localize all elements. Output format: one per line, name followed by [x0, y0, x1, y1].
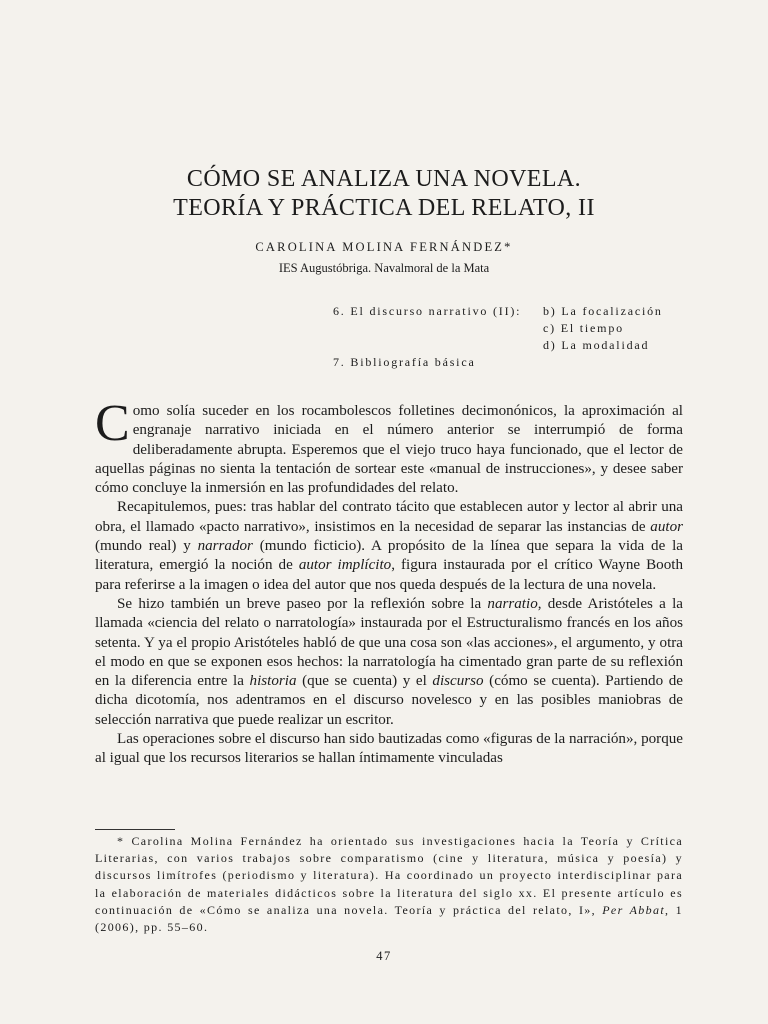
toc-item-6-sub	[333, 320, 663, 337]
term-narrador: narrador	[197, 538, 253, 555]
article-body	[95, 395, 684, 769]
footnote-divider	[95, 829, 175, 830]
drop-cap: C	[95, 395, 130, 452]
page-number: 47	[376, 949, 392, 963]
toc-subitem: b) La focalización	[543, 304, 663, 318]
author-affiliation: IES Augustóbriga. Navalmoral de la Mata	[278, 261, 490, 275]
footnote-text: * Carolina Molina Fernández ha orientado sus investigaciones hacia la Teoría y Crítica Literarias, con varios trabajos sobre comparatismo (cine y literatura, música y poesía) y discursos limítrofes (periodismo y literatura). Ha coordinado un proyecto interdisciplinar para la elaboración de materiales didácticos sobre la literatura del siglo xx. El presente artículo es continuación de «Cómo se analiza una novela. Teoría y práctica del relato, I», Per Abbat, 1 (2006), pp. 55–60.	[95, 834, 683, 935]
paragraph: Las operaciones sobre el discurso han sido bautizadas como «figuras de la narración», porque al igual que los recursos literarios se hallan íntimamente vinculadas	[95, 731, 683, 767]
article-title	[0, 165, 768, 223]
toc-item-6-sub	[333, 337, 663, 354]
term-narratio: narratio	[487, 595, 538, 612]
footnote	[95, 833, 683, 936]
toc-item-6	[333, 303, 663, 320]
term-autor-implicito: autor implícito	[298, 557, 392, 574]
author-name: CAROLINA MOLINA FERNÁNDEZ*	[255, 240, 513, 254]
journal-title: Per Abbat	[602, 902, 666, 917]
toc-item-6-label: 6. El discurso narrativo (II):	[333, 304, 522, 318]
title-line-1: CÓMO SE ANALIZA UNA NOVELA.	[186, 166, 582, 192]
paragraph: Se hizo también un breve paseo por la reflexión sobre la narratio, desde Aristóteles a la llamada «ciencia del relato o narratología» instaurada por el Estructuralismo francés en los años setenta. Y ya el propio Aristóteles habló de que una cosa son «las acciones», el argumento, y otra el modo en que se exponen esos hechos: la narratología ha cimentado gran parte de su reflexión en la diferencia entre la historia (que se cuenta) y el discurso (cómo se cuenta). Partiendo de dicha dicotomía, nos adentramos en el discurso novelesco y en las posibles maniobras de selección narrativa que puede realizar un escritor.	[95, 595, 684, 728]
term-historia: historia	[249, 673, 297, 690]
toc-subitem: d) La modalidad	[543, 338, 650, 352]
paragraph: Como solía suceder en los rocambolescos folletines decimonónicos, la aproximación al engranaje narrativo iniciada en el número anterior se interrumpió de forma deliberadamente abrupta. Esperemos que el viejo truco haya funcionado, que el lector de aquellas páginas no sienta la tentación de sortear este «manual de instrucciones», y desee saber cómo concluye la inmersión en las profundidades del relato.	[95, 395, 683, 497]
toc-item-7	[333, 354, 663, 371]
paragraph: Recapitulemos, pues: tras hablar del contrato tácito que establecen autor y lector al abrir una obra, el llamado «pacto narrativo», insistimos en la necesidad de separar las instancias de autor (mundo real) y narrador (mundo ficticio). A propósito de la línea que separa la vida de la literatura, emergió la noción de autor implícito, figura instaurada por el crítico Wayne Booth para referirse a la imagen o idea del autor que nos queda después de la lectura de una novela.	[95, 499, 684, 593]
term-discurso: discurso	[432, 673, 484, 690]
title-line-2: TEORÍA Y PRÁCTICA DEL RELATO, II	[173, 195, 595, 221]
toc-item-7-label: 7. Bibliografía básica	[333, 355, 476, 369]
term-autor: autor	[650, 518, 683, 535]
table-of-contents	[333, 303, 663, 371]
toc-subitem: c) El tiempo	[543, 321, 624, 335]
